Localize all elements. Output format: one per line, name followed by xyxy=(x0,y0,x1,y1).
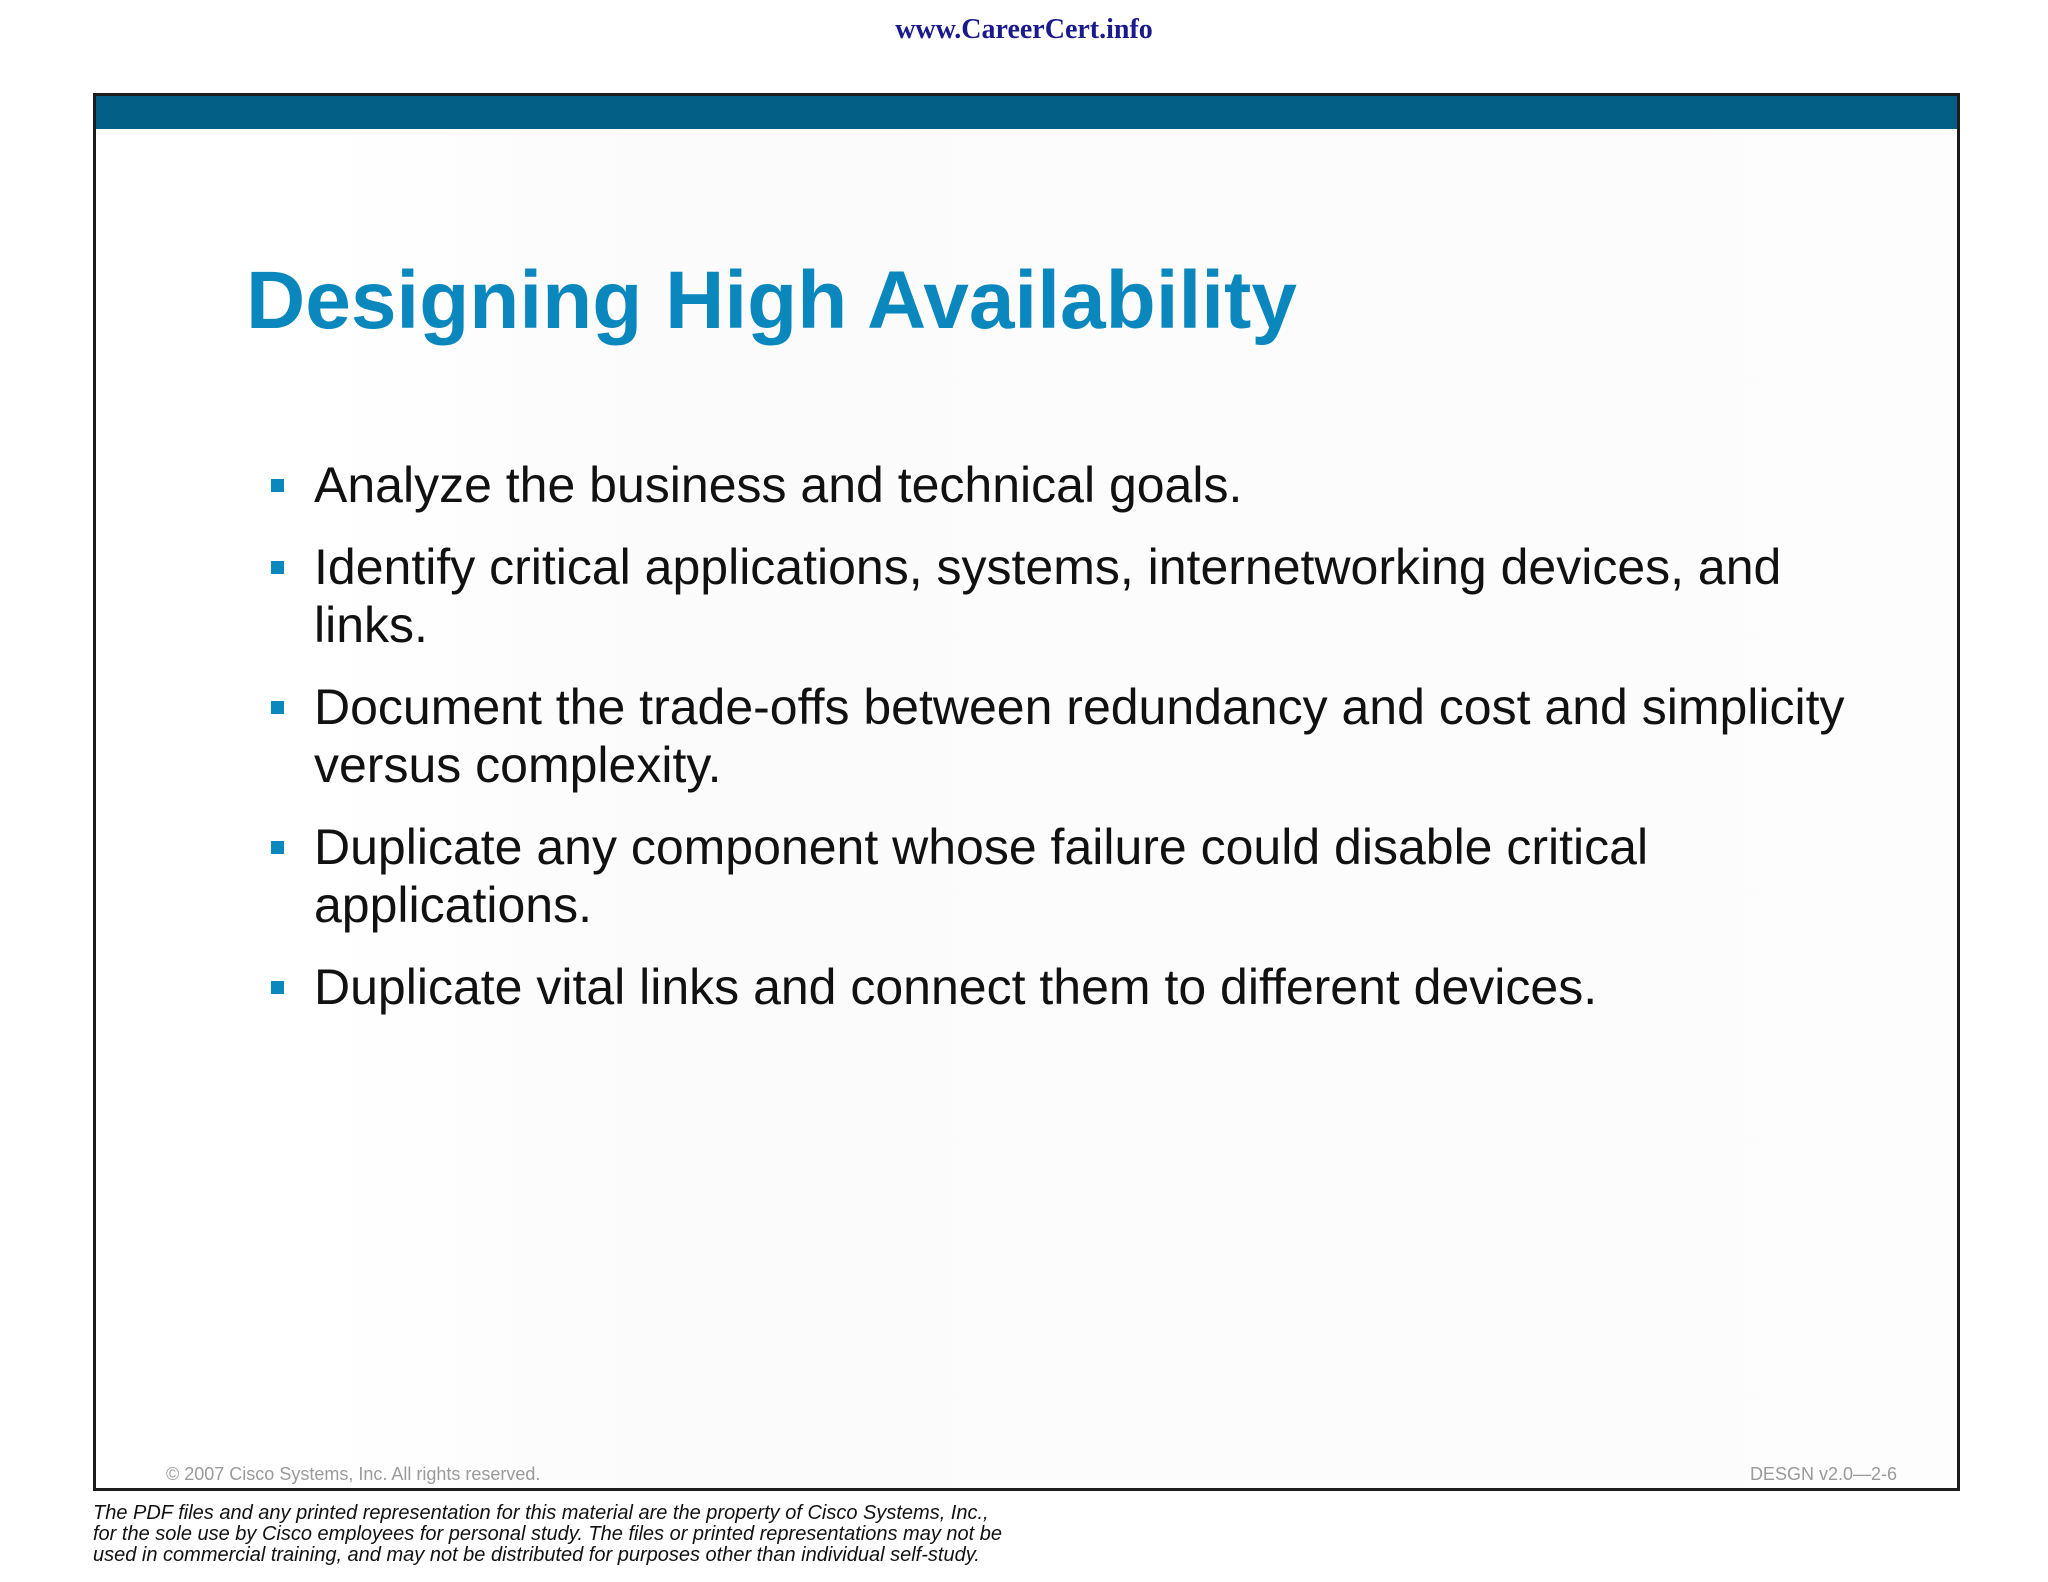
slide-top-bar xyxy=(96,96,1957,129)
disclaimer-line: The PDF files and any printed representation for this material are the property of Cisco Systems, Inc., xyxy=(93,1502,989,1524)
bullet-text: Duplicate vital links and connect them to different devices. xyxy=(314,959,1598,1015)
slide-title: Designing High Availability xyxy=(246,255,1297,346)
square-bullet-icon xyxy=(271,561,284,574)
square-bullet-icon xyxy=(271,479,284,492)
bullet-list xyxy=(271,456,1871,1040)
bullet-text: Identify critical applications, systems, internetworking devices, and links. xyxy=(314,539,1782,653)
bullet-item xyxy=(271,678,1871,794)
disclaimer-line: used in commercial training, and may not be distributed for purposes other than individual self-study. xyxy=(93,1544,980,1566)
square-bullet-icon xyxy=(271,701,284,714)
slide-copyright: © 2007 Cisco Systems, Inc. All rights reserved. xyxy=(166,1464,541,1484)
site-url-header: www.CareerCert.info xyxy=(895,14,1153,45)
bullet-text: Analyze the business and technical goals. xyxy=(314,457,1243,513)
bullet-item xyxy=(271,538,1871,654)
slide-course-code: DESGN v2.0—2-6 xyxy=(1749,1464,1897,1484)
bullet-text: Duplicate any component whose failure could disable critical applications. xyxy=(314,819,1649,933)
bullet-text: Document the trade-offs between redundancy and cost and simplicity versus complexity. xyxy=(314,679,1845,793)
bullet-item xyxy=(271,958,1871,1016)
bullet-item xyxy=(271,456,1871,514)
square-bullet-icon xyxy=(271,841,284,854)
bullet-item xyxy=(271,818,1871,934)
slide-frame xyxy=(93,93,1960,1491)
square-bullet-icon xyxy=(271,981,284,994)
disclaimer-line: for the sole use by Cisco employees for personal study. The files or printed representations may not be xyxy=(93,1523,1002,1545)
disclaimer-text xyxy=(93,1503,1193,1566)
